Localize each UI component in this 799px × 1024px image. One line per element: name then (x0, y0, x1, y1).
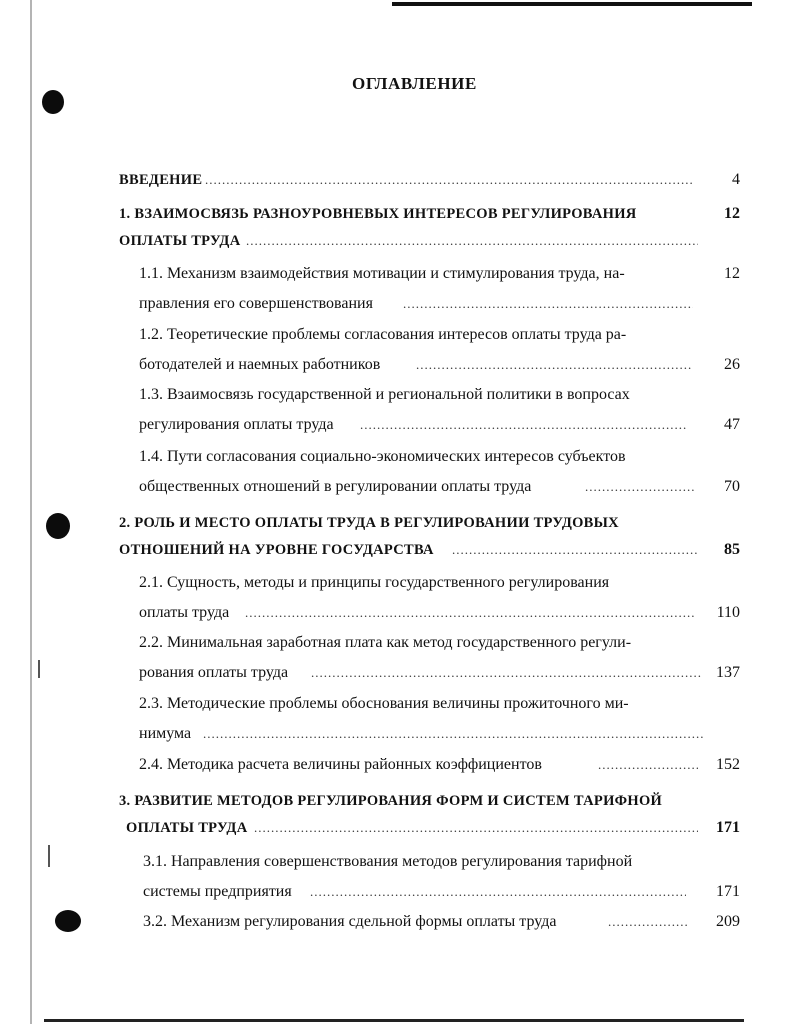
leader-dots (203, 719, 703, 749)
section-title: 2.4. Методика расчета величины районных коэффициентов (139, 756, 542, 773)
toc-section-2-2-cont (0, 658, 799, 688)
section-title: 2.2. Минимальная заработная плата как метод государственного регули- (139, 634, 632, 651)
scan-edge-bottom (44, 1019, 744, 1022)
leader-dots (452, 535, 698, 565)
leader-dots (585, 472, 695, 502)
page-number: 12 (724, 265, 740, 282)
section-title: 1.4. Пути согласования социально-экономических интересов субъектов (139, 448, 626, 465)
toc-section-1-4 (0, 442, 799, 472)
leader-dots (246, 226, 698, 256)
section-title: 1.2. Теоретические проблемы согласования интересов оплаты труда ра- (139, 326, 627, 343)
toc-section-1-1 (0, 259, 799, 289)
toc-section-3-1-cont (0, 877, 799, 907)
section-title-cont: общественных отношений в регулировании оплаты труда (139, 478, 532, 495)
chapter-title: 3. РАЗВИТИЕ МЕТОДОВ РЕГУЛИРОВАНИЯ ФОРМ И СИСТЕМ ТАРИФНОЙ (119, 793, 663, 809)
page-title: ОГЛАВЛЕНИЕ (352, 74, 477, 93)
chapter-title: 1. ВЗАИМОСВЯЗЬ РАЗНОУРОВНЕВЫХ ИНТЕРЕСОВ РЕГУЛИРОВАНИЯ (119, 206, 637, 222)
page-number: 171 (716, 819, 740, 836)
chapter-title-cont: ОТНОШЕНИЙ НА УРОВНЕ ГОСУДАРСТВА (119, 542, 434, 558)
page-number: 70 (724, 478, 740, 495)
toc-section-1-4-cont (0, 472, 799, 502)
section-title-cont: системы предприятия (143, 883, 292, 900)
page-number: 26 (724, 356, 740, 373)
leader-dots (310, 877, 686, 907)
toc-section-3-2 (0, 907, 799, 937)
toc-chapter-1-line2 (0, 226, 799, 256)
section-title-cont: оплаты труда (139, 604, 230, 621)
toc-entry-label: ВВЕДЕНИЕ (119, 172, 203, 188)
scan-edge-top (392, 2, 752, 6)
toc-section-2-3-cont (0, 719, 799, 749)
toc-section-1-2-cont (0, 350, 799, 380)
page-number: 4 (732, 171, 740, 188)
toc-chapter-1-line1 (0, 199, 799, 229)
toc-section-3-1 (0, 847, 799, 877)
section-title-cont: правления его совершенствования (139, 295, 373, 312)
section-title: 3.2. Механизм регулирования сдельной формы оплаты труда (143, 913, 557, 930)
toc-chapter-2-line2 (0, 535, 799, 565)
chapter-title-cont: ОПЛАТЫ ТРУДА (119, 233, 241, 249)
page-number: 209 (716, 913, 740, 930)
toc-section-1-3 (0, 380, 799, 410)
leader-dots (416, 350, 691, 380)
toc-section-2-1-cont (0, 598, 799, 628)
toc-section-2-2 (0, 628, 799, 658)
section-title: 3.1. Направления совершенствования методов регулирования тарифной (143, 853, 633, 870)
toc-section-2-3 (0, 689, 799, 719)
toc-section-2-4 (0, 750, 799, 780)
page-number: 137 (716, 664, 740, 681)
leader-dots (245, 598, 695, 628)
page-number: 12 (724, 205, 740, 222)
page-number: 85 (724, 541, 740, 558)
section-title-cont: ботодателей и наемных работников (139, 356, 381, 373)
leader-dots (205, 165, 693, 195)
section-title: 2.1. Сущность, методы и принципы государственного регулирования (139, 574, 610, 591)
page-number: 47 (724, 416, 740, 433)
section-title: 1.3. Взаимосвязь государственной и региональной политики в вопросах (139, 386, 630, 403)
leader-dots (360, 410, 688, 440)
toc-section-2-1 (0, 568, 799, 598)
section-title: 2.3. Методические проблемы обоснования величины прожиточного ми- (139, 695, 629, 712)
toc-chapter-3-line1 (0, 786, 799, 816)
leader-dots (608, 907, 688, 937)
leader-dots (311, 658, 701, 688)
page-number: 152 (716, 756, 740, 773)
section-title-cont: нимума (139, 725, 192, 742)
chapter-title-cont: ОПЛАТЫ ТРУДА (126, 820, 248, 836)
toc-chapter-3-line2 (0, 813, 799, 843)
toc-entry-intro (0, 165, 799, 195)
section-title-cont: рования оплаты труда (139, 664, 289, 681)
toc-chapter-2-line1 (0, 508, 799, 538)
leader-dots (403, 289, 693, 319)
chapter-title: 2. РОЛЬ И МЕСТО ОПЛАТЫ ТРУДА В РЕГУЛИРОВАНИИ ТРУДОВЫХ (119, 515, 619, 531)
toc-section-1-2 (0, 320, 799, 350)
leader-dots (254, 813, 698, 843)
section-title-cont: регулирования оплаты труда (139, 416, 334, 433)
page-number: 171 (716, 883, 740, 900)
page-number: 110 (716, 604, 740, 621)
section-title: 1.1. Механизм взаимодействия мотивации и стимулирования труда, на- (139, 265, 625, 282)
toc-section-1-3-cont (0, 410, 799, 440)
toc-section-1-1-cont (0, 289, 799, 319)
